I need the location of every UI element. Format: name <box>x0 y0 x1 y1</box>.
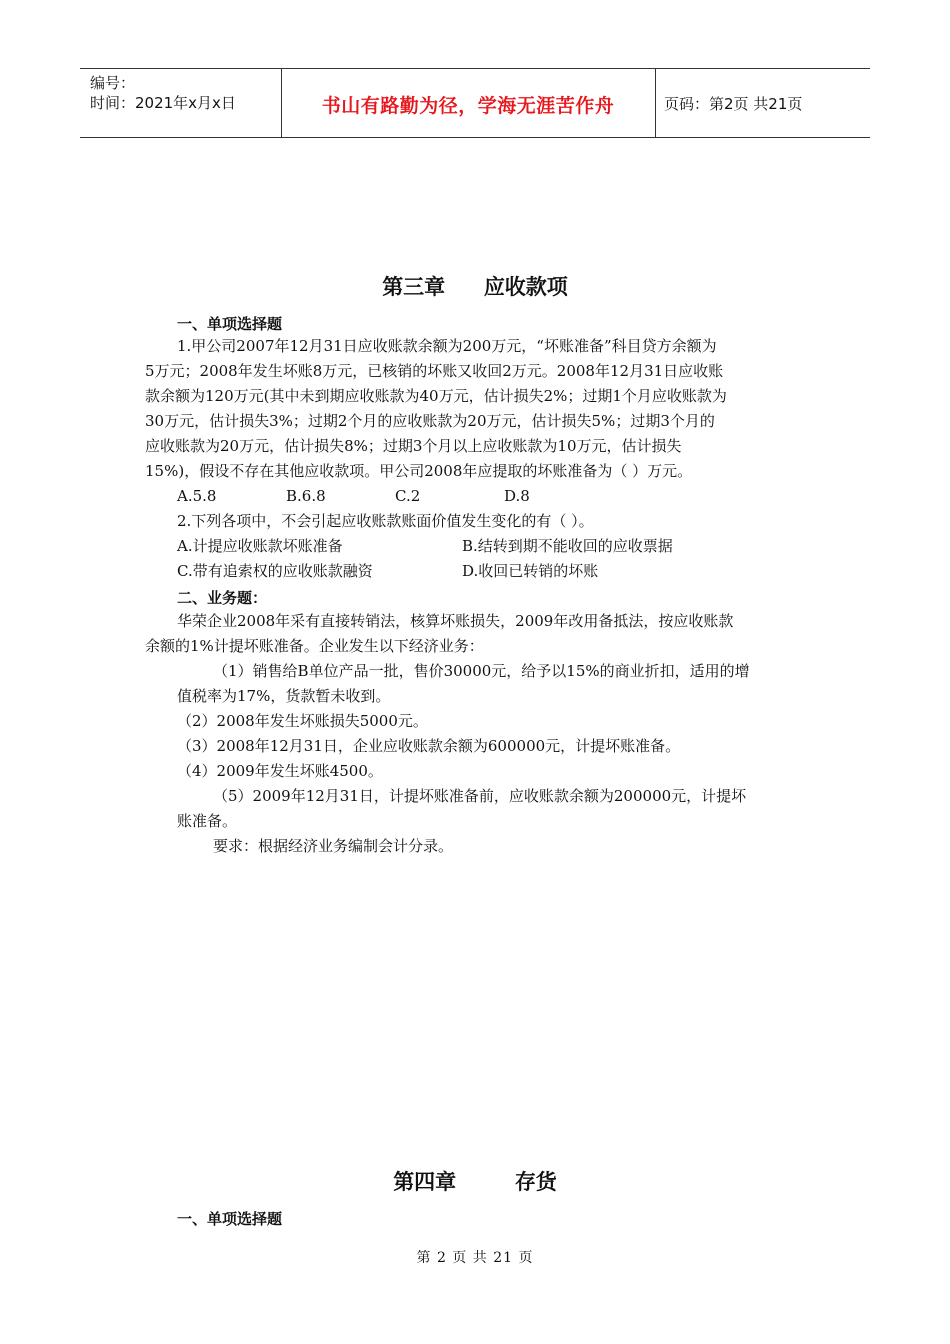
business-item-1-line: 值税率为17%，货款暂未收到。 <box>177 687 391 705</box>
chapter4-section1-heading: 一、单项选择题 <box>177 1210 283 1228</box>
q1-line: 应收账款为20万元，估计损失8%；过期3个月以上应收账款为10万元，估计损失 <box>145 437 682 455</box>
q1-line: 15%)，假设不存在其他应收款项。甲公司2008年应提取的坏账准备为（ ）万元。 <box>145 462 693 480</box>
business-intro-line: 华荣企业2008年采有直接转销法，核算坏账损失，2009年改用备抵法，按应收账款 <box>177 612 734 630</box>
q2-stem: 2.下列各项中，不会引起应收账款账面价值发生变化的有（ ）。 <box>177 512 594 530</box>
q1-line: 1.甲公司2007年12月31日应收账款余额为200万元，“坏账准备”科目贷方余额为 <box>177 337 717 355</box>
header-meta <box>90 73 236 113</box>
chapter4-title <box>0 1166 950 1196</box>
q2-option-a: A.计提应收账款坏账准备 <box>177 537 343 555</box>
q1-line: 5万元；2008年发生坏账8万元，已核销的坏账又收回2万元。2008年12月31日应收账 <box>145 362 724 380</box>
chapter4-title-number: 第四章 <box>393 1170 457 1194</box>
chapter3-title-number: 第三章 <box>382 275 446 299</box>
q2-option-b: B.结转到期不能收回的应收票据 <box>462 537 673 555</box>
chapter3-title <box>0 271 950 301</box>
chapter3-title-name: 应收款项 <box>483 275 568 299</box>
q1-option-d: D.8 <box>504 487 530 505</box>
q1-option-a: A.5.8 <box>177 487 217 505</box>
business-item-2: （2）2008年发生坏账损失5000元。 <box>177 712 428 730</box>
business-item-4: （4）2009年发生坏账4500。 <box>177 762 383 780</box>
business-intro-line: 余额的1%计提坏账准备。企业发生以下经济业务： <box>145 637 484 655</box>
business-item-5-line: （5）2009年12月31日，计提坏账准备前，应收账款余额为200000元，计提坏 <box>213 787 747 805</box>
chapter4-title-name: 存货 <box>514 1170 557 1194</box>
q1-option-b: B.6.8 <box>286 487 326 505</box>
header-time-label: 时间：2021年x月x日 <box>90 94 236 112</box>
header-motto: 书山有路勤为径，学海无涯苦作舟 <box>321 95 615 117</box>
q2-option-c: C.带有追索权的应收账款融资 <box>177 562 373 580</box>
header-number-label: 编号： <box>90 74 136 92</box>
document-header <box>80 68 870 138</box>
business-item-1-line: （1）销售给B单位产品一批，售价30000元，给予以15%的商业折扣，适用的增 <box>213 662 750 680</box>
q1-option-c: C.2 <box>395 487 421 505</box>
business-item-5-line: 账准备。 <box>177 812 238 830</box>
header-divider-right <box>655 69 656 137</box>
q1-line: 款余额为120万元(其中未到期应收账款为40万元，估计损失2%；过期1个月应收账款为 <box>145 387 727 405</box>
business-item-3: （3）2008年12月31日，企业应收账款余额为600000元，计提坏账准备。 <box>177 737 681 755</box>
q1-line: 30万元，估计损失3%；过期2个月的应收账款为20万元，估计损失5%；过期3个月的 <box>145 412 715 430</box>
chapter3-section2-heading: 二、业务题： <box>177 589 268 607</box>
chapter3-section1-heading: 一、单项选择题 <box>177 315 283 333</box>
q2-option-d: D.收回已转销的坏账 <box>462 562 599 580</box>
header-page-info: 页码：第2页 共21页 <box>664 95 803 113</box>
page-footer: 第 2 页 共 21 页 <box>416 1250 534 1266</box>
business-requirement: 要求：根据经济业务编制会计分录。 <box>213 837 454 855</box>
